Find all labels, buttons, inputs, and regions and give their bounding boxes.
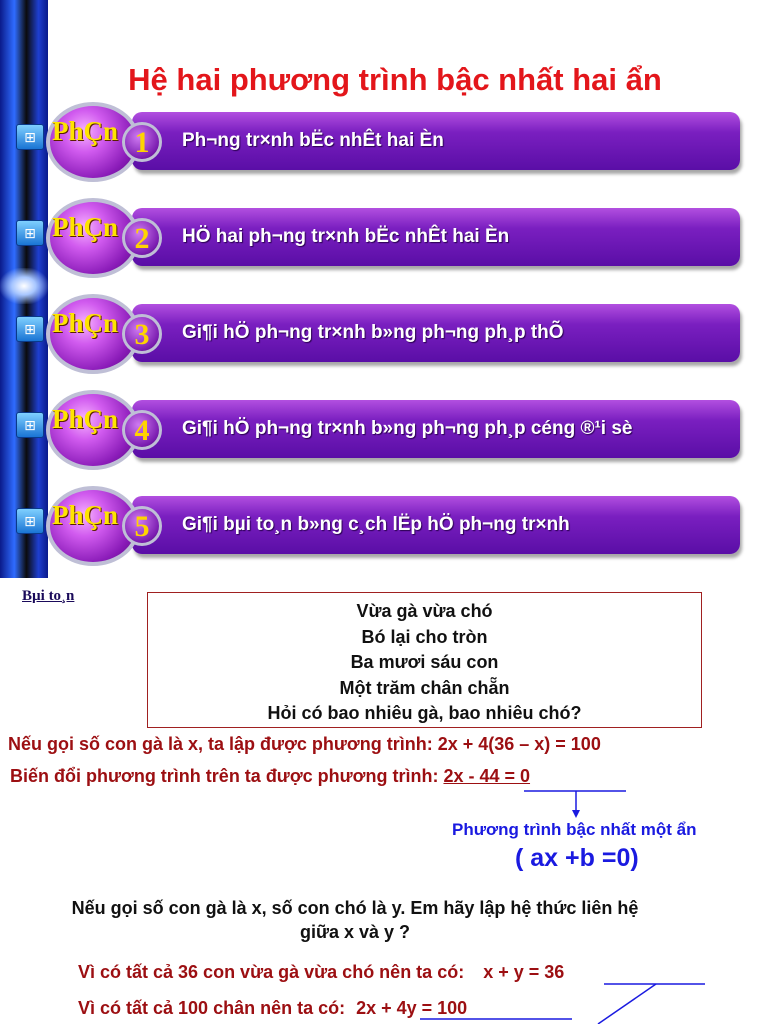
note-label: Phương trình bậc nhất một ẩn bbox=[452, 820, 697, 839]
down-arrow-head bbox=[572, 810, 580, 818]
fact-line-2 bbox=[78, 998, 467, 1019]
badge-text: PhÇn bbox=[52, 116, 119, 146]
equation-text: 2x + 4y = 100 bbox=[356, 998, 468, 1018]
badge-text: PhÇn bbox=[52, 308, 119, 338]
equation-text: 2x - 44 = 0 bbox=[443, 766, 531, 786]
menu-item-label: Gi¶i bµi to¸n b»ng c¸ch lËp hÖ ph¬ng tr×nh bbox=[182, 514, 570, 535]
fact-line-1 bbox=[78, 962, 564, 983]
badge-text: PhÇn bbox=[52, 212, 119, 242]
statement-text: Vì có tất cả 100 chân nên ta có: bbox=[78, 998, 351, 1018]
problem-label: Bµi to¸n bbox=[22, 588, 75, 604]
note-formula: ( ax +b =0) bbox=[515, 844, 639, 872]
equation-text: 2x + 4(36 – x) = 100 bbox=[437, 734, 601, 754]
number-badge: 2 bbox=[122, 218, 162, 258]
menu-item-label: Gi¶i hÖ ph¬ng tr×nh b»ng ph¬ng ph¸p thÕ bbox=[182, 322, 564, 343]
poem-line: Vừa gà vừa chó bbox=[356, 601, 493, 621]
equation-text: x + y = 36 bbox=[483, 962, 565, 982]
poem-line: Ba mươi sáu con bbox=[350, 652, 499, 672]
diagonal-connector bbox=[598, 984, 656, 1024]
question-line: giữa x và y ? bbox=[299, 922, 411, 942]
statement-text: Biến đổi phương trình trên ta được phương trình: bbox=[10, 766, 444, 786]
number-badge: 1 bbox=[122, 122, 162, 162]
poem-line: Hỏi có bao nhiêu gà, bao nhiêu chó? bbox=[267, 703, 582, 723]
grid-icon: ⊞ bbox=[16, 124, 44, 150]
grid-icon: ⊞ bbox=[16, 220, 44, 246]
page-title: Hệ hai phương trình bậc nhất hai ẩn bbox=[128, 62, 662, 97]
question-text bbox=[10, 896, 700, 944]
question-line: Nếu gọi số con gà là x, số con chó là y. Em hãy lập hệ thức liên hệ bbox=[71, 898, 639, 918]
menu-item-label: Gi¶i hÖ ph¬ng tr×nh b»ng ph¬ng ph¸p céng ®¹i sè bbox=[182, 418, 633, 439]
number-badge: 5 bbox=[122, 506, 162, 546]
menu-item-label: Ph¬ng tr×nh bËc nhÊt hai Èn bbox=[182, 130, 444, 151]
statement-text: Nếu gọi số con gà là x, ta lập được phương trình: bbox=[8, 734, 438, 754]
grid-icon: ⊞ bbox=[16, 316, 44, 342]
statement-text: Vì có tất cả 36 con vừa gà vừa chó nên ta có: bbox=[78, 962, 470, 982]
badge-text: PhÇn bbox=[52, 404, 119, 434]
number-badge: 3 bbox=[122, 314, 162, 354]
badge-text: PhÇn bbox=[52, 500, 119, 530]
menu-item-label: HÖ hai ph¬ng tr×nh bËc nhÊt hai Èn bbox=[182, 226, 510, 247]
number-badge: 4 bbox=[122, 410, 162, 450]
grid-icon: ⊞ bbox=[16, 508, 44, 534]
grid-icon: ⊞ bbox=[16, 412, 44, 438]
poem-line: Một trăm chân chẵn bbox=[339, 677, 510, 698]
poem-line: Bó lại cho tròn bbox=[361, 626, 488, 647]
